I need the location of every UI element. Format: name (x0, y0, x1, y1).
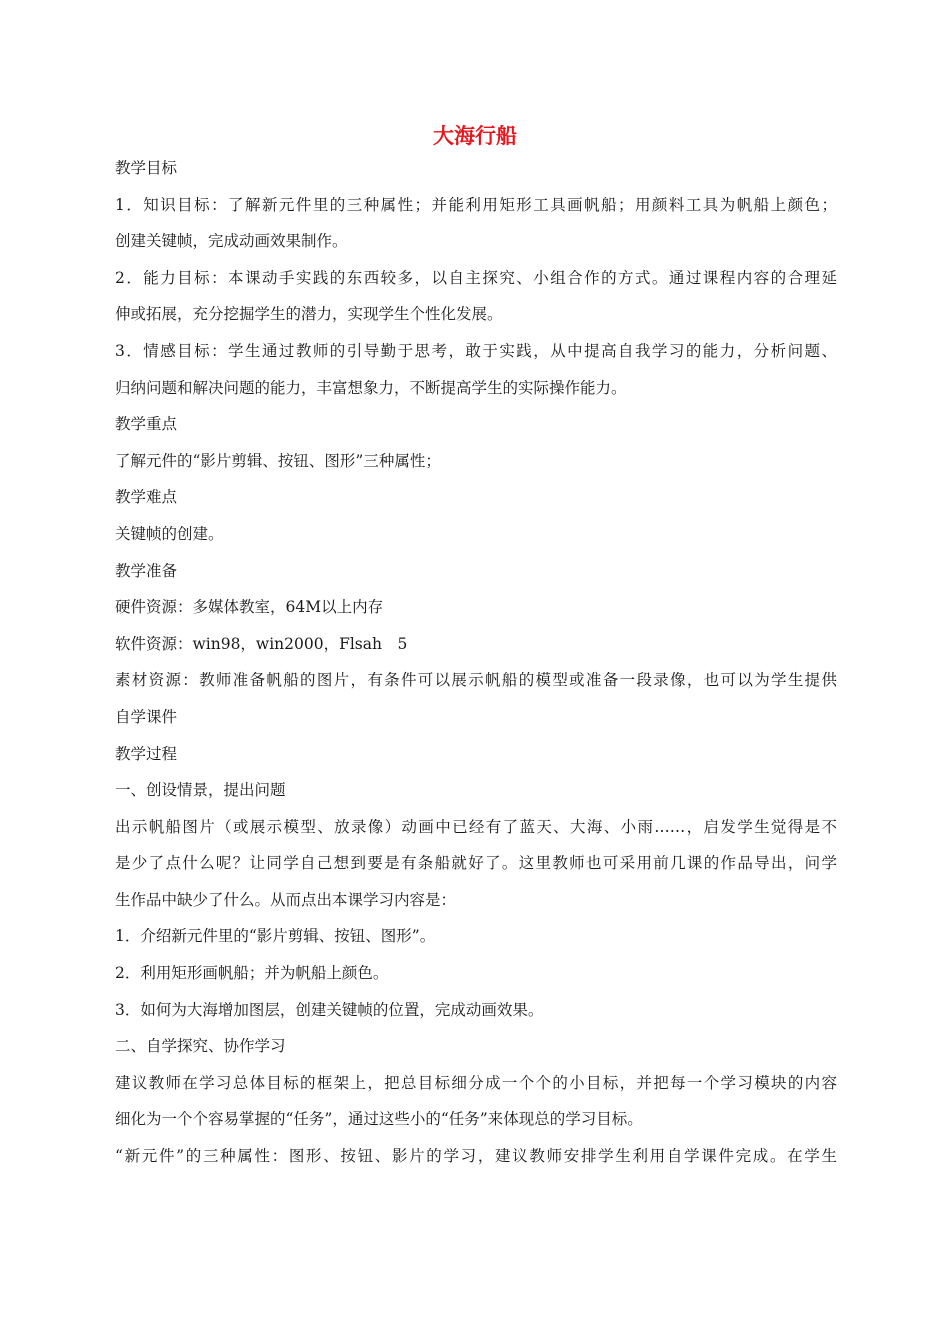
paragraph-line: 素材资源：教师准备帆船的图片，有条件可以展示帆船的模型或准备一段录像，也可以为学生提供 (115, 671, 837, 690)
paragraph-line: 出示帆船图片（或展示模型、放录像）动画中已经有了蓝天、大海、小雨……，启发学生觉得是不 (115, 817, 837, 836)
list-item: 1．介绍新元件里的“影片剪辑、按钮、图形”。 (115, 927, 436, 946)
paragraph-line: 是少了点什么呢？让同学自己想到要是有条船就好了。这里教师也可采用前几课的作品导出，问学 (115, 854, 837, 873)
section-heading-difficulties: 教学难点 (115, 488, 178, 507)
paragraph-line: 关键帧的创建。 (115, 524, 224, 543)
section-heading-key-points: 教学重点 (115, 415, 178, 434)
document-title: 大海行船 (433, 124, 517, 148)
paragraph-line: 1．知识目标：了解新元件里的三种属性；并能利用矩形工具画帆船；用颜料工具为帆船上颜色； (115, 195, 837, 214)
list-item: 2．利用矩形画帆船；并为帆船上颜色。 (115, 964, 389, 983)
section-heading-objectives: 教学目标 (115, 159, 178, 177)
section-heading-process: 教学过程 (115, 744, 178, 763)
paragraph-line: 生作品中缺少了什么。从而点出本课学习内容是： (115, 890, 457, 909)
paragraph-line: 创建关键帧，完成动画效果制作。 (115, 232, 348, 251)
paragraph-line: 归纳问题和解决问题的能力，丰富想象力，不断提高学生的实际操作能力。 (115, 378, 627, 397)
list-item: 3．如何为大海增加图层，创建关键帧的位置，完成动画效果。 (115, 1000, 544, 1019)
paragraph-line: 硬件资源：多媒体教室，64M以上内存 (115, 598, 384, 617)
paragraph-line: 软件资源：win98，win2000，Flsah 5 (115, 634, 408, 653)
paragraph-line: 2．能力目标：本课动手实践的东西较多，以自主探究、小组合作的方式。通过课程内容的合理延 (115, 268, 837, 287)
document-body (115, 150, 837, 1175)
paragraph-line: 3．情感目标：学生通过教师的引导勤于思考，敢于实践，从中提高自我学习的能力，分析问题、 (115, 341, 837, 360)
paragraph-line: 自学课件 (115, 707, 178, 726)
paragraph-line: 建议教师在学习总体目标的框架上，把总目标细分成一个个的小目标，并把每一个学习模块的内容 (115, 1073, 837, 1092)
paragraph-line: “新元件”的三种属性：图形、按钮、影片的学习，建议教师安排学生利用自学课件完成。在学生 (115, 1147, 837, 1166)
paragraph-line: 了解元件的“影片剪辑、按钮、图形”三种属性； (115, 451, 441, 470)
subsection-heading: 一、创设情景，提出问题 (115, 781, 286, 800)
paragraph-line: 伸或拓展，充分挖掘学生的潜力，实现学生个性化发展。 (115, 305, 503, 324)
section-heading-preparation: 教学准备 (115, 561, 178, 580)
subsection-heading: 二、自学探究、协作学习 (115, 1037, 286, 1056)
paragraph-line: 细化为一个个容易掌握的“任务”，通过这些小的“任务”来体现总的学习目标。 (115, 1110, 643, 1129)
